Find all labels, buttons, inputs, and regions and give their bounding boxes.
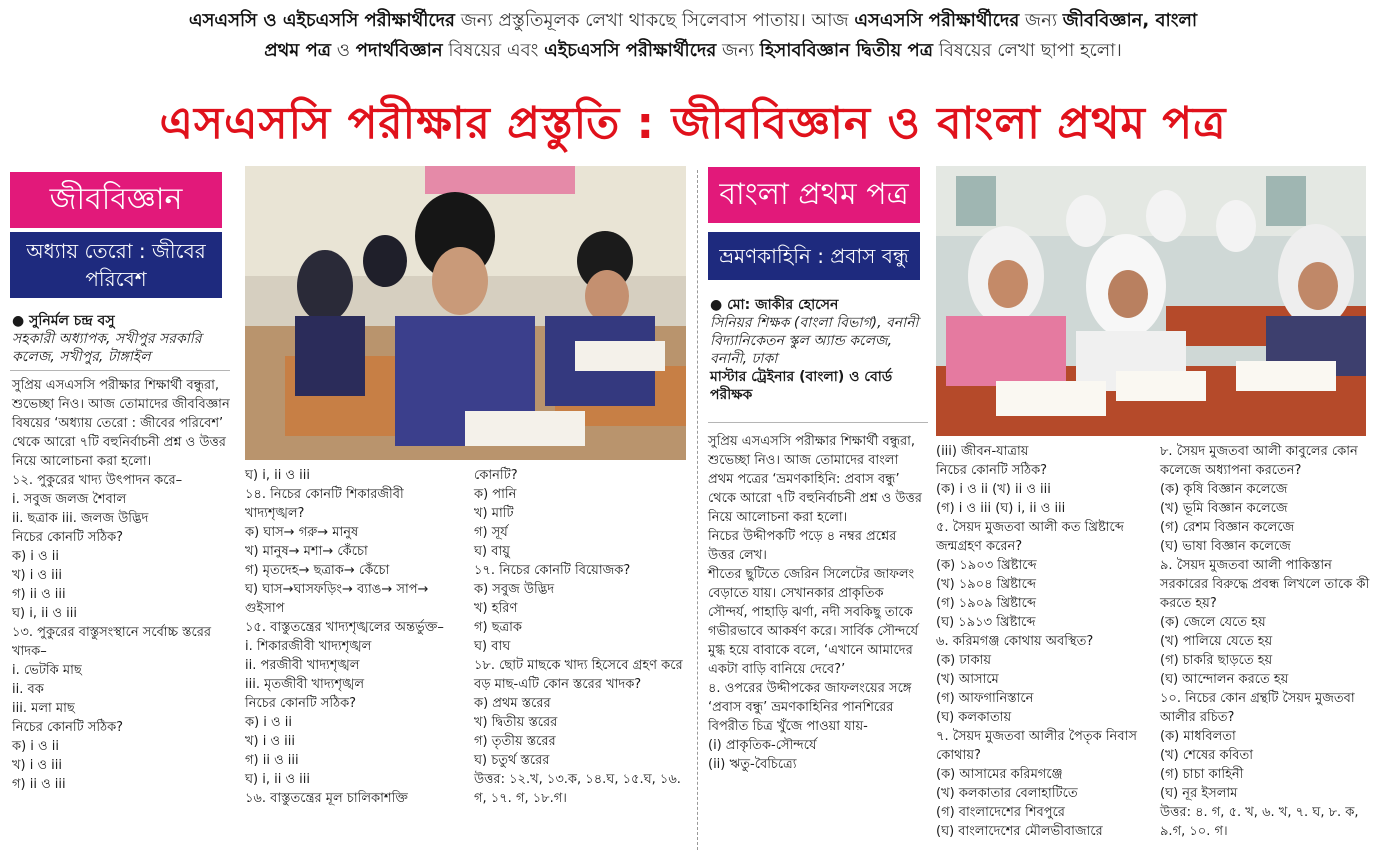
text-line: ১৭. নিচের কোনটি বিয়োজক? <box>474 563 631 578</box>
text-line: (গ) চাকরি ছাড়তে হয় <box>1160 653 1273 668</box>
biology-author <box>12 312 224 366</box>
text-line: ১৬. বাস্তুতন্ত্রের মূল চালিকাশক্তি <box>245 791 408 806</box>
bangla-column-1 <box>708 432 926 774</box>
biology-exam-photo <box>245 166 686 460</box>
text-line: গ) ii ও iii <box>245 753 299 768</box>
text-line: ii. বক <box>12 682 44 697</box>
text-line: খ) i ও iii <box>12 568 63 583</box>
text-line: (ক) ১৯০৩ খ্রিষ্টাব্দে <box>936 558 1037 573</box>
text-line: নিচের কোনটি সঠিক? <box>12 720 124 735</box>
text-line: খ) মানুষ→ মশা→ কেঁচো <box>245 544 368 559</box>
text-line: ১৩. পুকুরের বাস্তুসংস্থানে সর্বোচ্চ স্তরের খাদক– <box>12 625 212 659</box>
bangla-chapter-title: ভ্রমণকাহিনি : প্রবাস বন্ধু <box>708 232 920 280</box>
text-line: (গ) ১৯০৯ খ্রিষ্টাব্দে <box>936 596 1036 611</box>
bangla-author-role: মাস্টার ট্রেইনার (বাংলা) ও বোর্ড পরীক্ষক <box>710 369 893 403</box>
text-line: ক) i ও ii <box>12 739 59 754</box>
text-line: ৮. সৈয়দ মুজতবা আলী কাবুলের কোন কলেজে অধ্যাপনা করতেন? <box>1160 444 1358 478</box>
text-line: খ) দ্বিতীয় স্তরের <box>474 715 558 730</box>
bangla-author <box>710 296 925 404</box>
biology-column-2 <box>245 466 460 808</box>
text-line: খ) হরিণ <box>474 601 518 616</box>
text-line: i. শিকারজীবী খাদ্যশৃঙ্খল <box>245 639 372 654</box>
text-line: (গ) বাংলাদেশের শিবপুরে <box>936 805 1065 820</box>
text-line: ৪. ওপরের উদ্দীপকের জাফলংয়ের সঙ্গে ‘প্রবাস বন্ধু’ ভ্রমণকাহিনির পানশিরের বিপরীত চিত্র খুঁজে পাওয়া যায়- <box>708 681 912 734</box>
text-line: (iii) জীবন-যাত্রায় <box>936 444 1029 459</box>
text-line: (গ) i ও iii (ঘ) i, ii ও iii <box>936 501 1066 516</box>
text-line: ঘ) i, ii ও iii <box>245 772 311 787</box>
biology-author-desc: সহকারী অধ্যাপক, সখীপুর সরকারি কলেজ, সখীপুর, টাঙ্গাইল <box>12 331 202 365</box>
bangla-author-name: ● মো: জাকীর হোসেন <box>710 297 839 313</box>
bangla-column-3 <box>1160 442 1370 841</box>
text-line: গ) ছত্রাক <box>474 620 523 635</box>
bangla-author-desc: সিনিয়র শিক্ষক (বাংলা বিভাগ), বনানী বিদ্যানিকেতন স্কুল অ্যান্ড কলেজ, বনানী, ঢাকা <box>710 315 919 367</box>
text-line: (ঘ) ভাষা বিজ্ঞান কলেজে <box>1160 539 1291 554</box>
biology-author-name: ● সুনির্মল চন্দ্র বসু <box>12 313 115 329</box>
text-line: খ) i ও iii <box>12 758 63 773</box>
text-line: (ঘ) কলকাতায় <box>936 710 1012 725</box>
text-line: (খ) পালিয়ে যেতে হয় <box>1160 634 1273 649</box>
text-line: ক) i ও ii <box>12 549 59 564</box>
text-line: ৭. সৈয়দ মুজতবা আলীর পৈতৃক নিবাস কোথায়? <box>936 729 1137 763</box>
text-line: ১২. পুকুরের খাদ্য উৎপাদন করে– <box>12 473 183 488</box>
text-line: সুপ্রিয় এসএসসি পরীক্ষার শিক্ষার্থী বন্ধুরা, শুভেচ্ছা নিও। আজ তোমাদের জীববিজ্ঞান বিষয়ের ‘অধ্যায় তেরো : জীবের পরিবেশ’ থেকে আরো ৭টি বহুনির্বাচনী প্রশ্ন ও উত্তর নিয়ে আলোচনা করা হলো। <box>12 378 230 469</box>
text-line: ii. ছত্রাক iii. জলজ উদ্ভিদ <box>12 511 149 526</box>
text-line: ৬. করিমগঞ্জ কোথায় অবস্থিত? <box>936 634 1094 649</box>
text-line: (খ) ভূমি বিজ্ঞান কলেজে <box>1160 501 1288 516</box>
text-line: ৫. সৈয়দ মুজতবা আলী কত খ্রিষ্টাব্দে জন্মগ্রহণ করেন? <box>936 520 1124 554</box>
biology-section-title: জীববিজ্ঞান <box>10 172 222 228</box>
biology-column-3 <box>474 466 689 808</box>
intro-line-2: প্রথম পত্র ও পদার্থবিজ্ঞান বিষয়ের এবং এইচএসসি পরীক্ষার্থীদের জন্য হিসাববিজ্ঞান দ্বিতীয় পত্র বিষয়ের লেখা ছাপা হলো। <box>264 40 1122 61</box>
text-line: (ক) কৃষি বিজ্ঞান কলেজে <box>1160 482 1288 497</box>
text-line: ১৪. নিচের কোনটি শিকারজীবী খাদ্যশৃঙ্খল? <box>245 487 404 521</box>
text-line: (খ) কলকাতার বেলাহাটিতে <box>936 786 1078 801</box>
text-line: উত্তর: ১২.খ, ১৩.ক, ১৪.ঘ, ১৫.ঘ, ১৬. গ, ১৭. গ, ১৮.গ। <box>474 772 681 806</box>
text-line: ঘ) i, ii ও iii <box>245 468 311 483</box>
text-line: নিচের কোনটি সঠিক? <box>936 463 1048 478</box>
text-line: (গ) আফগানিস্তানে <box>936 691 1034 706</box>
text-line: গ) তৃতীয় স্তরের <box>474 734 556 749</box>
text-line: গ) মৃতদেহ→ ছত্রাক→ কেঁচো <box>245 563 390 578</box>
divider <box>708 422 928 423</box>
text-line: (ঘ) ১৯১৩ খ্রিষ্টাব্দে <box>936 615 1036 630</box>
text-line: (খ) শেষের কবিতা <box>1160 748 1254 763</box>
text-line: (ঘ) নূর ইসলাম <box>1160 786 1238 801</box>
text-line: ঘ) ঘাস→ঘাসফড়িং→ ব্যাঙ→ সাপ→ গুইসাপ <box>245 582 429 616</box>
text-line: ঘ) চতুর্থ স্তরের <box>474 753 550 768</box>
page-headline: এসএসসি পরীক্ষার প্রস্তুতি : জীববিজ্ঞান ও বাংলা প্রথম পত্র <box>159 98 1227 149</box>
text-line: ১০. নিচের কোন গ্রন্থটি সৈয়দ মুজতবা আলীর রচিত? <box>1160 691 1355 725</box>
text-line: (ii) ঋতু-বৈচিত্র্যে <box>708 757 797 772</box>
intro-text <box>10 6 1376 66</box>
text-line: iii. মলা মাছ <box>12 701 75 716</box>
text-line: (ক) ঢাকায় <box>936 653 992 668</box>
text-line: (ক) i ও ii (খ) ii ও iii <box>936 482 1051 497</box>
text-line: খ) i ও iii <box>245 734 296 749</box>
column-separator <box>697 170 698 850</box>
text-line: নিচের কোনটি সঠিক? <box>12 530 124 545</box>
text-line: i. ভেটকি মাছ <box>12 663 82 678</box>
text-line: গ) ii ও iii <box>12 587 66 602</box>
bangla-section-title: বাংলা প্রথম পত্র <box>708 167 920 223</box>
text-line: (ঘ) বাংলাদেশের মৌলভীবাজারে <box>936 824 1103 839</box>
text-line: iii. মৃতজীবী খাদ্যশৃঙ্খল <box>245 677 365 692</box>
text-line: (ঘ) আন্দোলন করতে হয় <box>1160 672 1289 687</box>
text-line: নিচের কোনটি সঠিক? <box>245 696 357 711</box>
bangla-column-2 <box>936 442 1146 841</box>
text-line: ক) প্রথম স্তরের <box>474 696 551 711</box>
text-line: গ) ii ও iii <box>12 777 66 792</box>
text-line: ৯. সৈয়দ মুজতবা আলী পাকিস্তান সরকারের বিরুদ্ধে প্রবন্ধ লিখলে তাকে কী করতে হয়? <box>1160 558 1370 611</box>
text-line: ঘ) i, ii ও iii <box>12 606 78 621</box>
text-line: সুপ্রিয় এসএসসি পরীক্ষার শিক্ষার্থী বন্ধুরা, শুভেচ্ছা নিও। আজ তোমাদের বাংলা প্রথম পত্রের ‘ভ্রমণকাহিনি: প্রবাস বন্ধু’ থেকে আরো ৭টি বহুনির্বাচনী প্রশ্ন ও উত্তর নিয়ে আলোচনা করা হলো। <box>708 434 922 525</box>
text-line: ii. পরজীবী খাদ্যশৃঙ্খল <box>245 658 360 673</box>
intro-line-1: এসএসসি ও এইচএসসি পরীক্ষার্থীদের জন্য প্রস্তুতিমূলক লেখা থাকছে সিলেবাস পাতায়। আজ এসএসসি পরীক্ষার্থীদের জন্য জীববিজ্ঞান, বাংলা <box>188 10 1198 31</box>
text-line: (গ) রেশম বিজ্ঞান কলেজে <box>1160 520 1295 535</box>
text-line: গ) সূর্য <box>474 525 508 540</box>
text-line: শীতের ছুটিতে জেরিন সিলেটের জাফলং বেড়াতে যায়। সেখানকার প্রাকৃতিক সৌন্দর্য, পাহাড়ি ঝর্ণা, নদী সবকিছু তাকে গভীরভাবে আকর্ষণ করে। সার্বিক সৌন্দর্যে মুগ্ধ হয়ে বাবাকে বলে, ‘এখানে আমাদের একটা বাড়ি বানিয়ে দেবে?’ <box>708 567 919 677</box>
divider <box>10 370 230 371</box>
text-line: (ক) জেলে যেতে হয় <box>1160 615 1266 630</box>
text-line: খ) মাটি <box>474 506 514 521</box>
text-line: (ক) মাধবিলতা <box>1160 729 1236 744</box>
bangla-exam-photo <box>936 166 1366 436</box>
text-line: ঘ) বায়ু <box>474 544 510 559</box>
text-line: কোনটি? <box>474 468 518 483</box>
text-line: (খ) আসামে <box>936 672 999 687</box>
text-line: i. সবুজ জলজ শৈবাল <box>12 492 127 507</box>
text-line: (ক) আসামের করিমগঞ্জে <box>936 767 1063 782</box>
text-line: ক) পানি <box>474 487 517 502</box>
text-line: ১৮. ছোট মাছকে খাদ্য হিসেবে গ্রহণ করে বড় মাছ-এটি কোন স্তরের খাদক? <box>474 658 683 692</box>
text-line: ১৫. বাস্তুতন্ত্রের খাদ্যশৃঙ্খলের অন্তর্ভুক্ত– <box>245 620 444 635</box>
biology-column-1 <box>12 376 232 794</box>
text-line: ক) ঘাস→ গরু→ মানুষ <box>245 525 359 540</box>
text-line: উত্তর: ৪. গ, ৫. খ, ৬. খ, ৭. ঘ, ৮. ক, ৯.গ, ১০. গ। <box>1160 805 1359 839</box>
biology-chapter-title: অধ্যায় তেরো : জীবের পরিবেশ <box>10 232 222 298</box>
text-line: (i) প্রাকৃতিক-সৌন্দর্যে <box>708 738 817 753</box>
text-line: (খ) ১৯০৪ খ্রিষ্টাব্দে <box>936 577 1037 592</box>
text-line: ক) i ও ii <box>245 715 292 730</box>
text-line: (গ) চাচা কাহিনী <box>1160 767 1244 782</box>
text-line: ক) সবুজ উদ্ভিদ <box>474 582 555 597</box>
text-line: নিচের উদ্দীপকটি পড়ে ৪ নম্বর প্রশ্নের উত্তর লেখ। <box>708 529 897 563</box>
text-line: ঘ) বাঘ <box>474 639 511 654</box>
